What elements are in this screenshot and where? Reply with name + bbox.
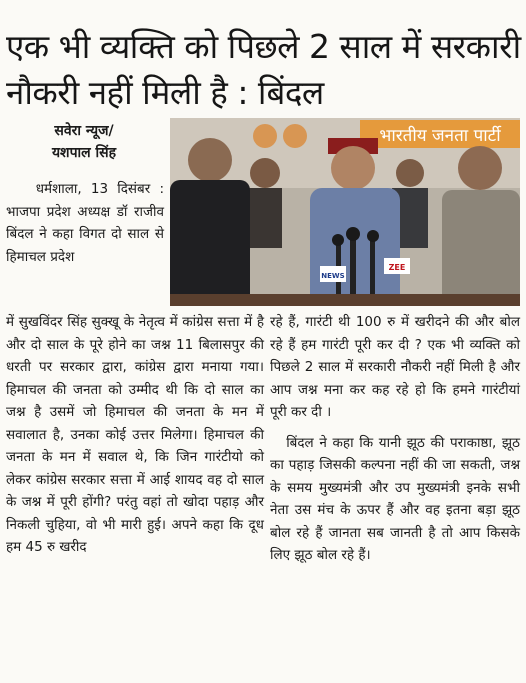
byline-author: यशपाल सिंह [51,145,117,161]
byline-agency: सवेरा न्यूज/ [54,123,114,139]
mic-flag-label-2: NEWS [321,272,345,280]
article-left-text: में सुखविंदर सिंह सुक्खू के नेतृत्व में कांग्रेस सत्ता में है और दो साल के पूरे होने का जश्न 11 बिलासपुर की धरती पर सरकार द्वारा, कांग्रेस द्वारा मनाया गया। हिमाचल की जनता को उम्मीद थी कि दो साल का जश्न है उसमें जो हिमाचल की जनता के मन में सवालात है, उनका कोई उत्तर मिलेगा। हिमाचल की जनता के मन में सवाल थे, कि जिन गारंटीयो को लेकर कांग्रेस सरकार सत्ता में आई शायद वह दो साल के जश्न में पूरी होंगी? परंतु वहां तो खोदा पहाड़ और निकली चुहिया, वो भी मारी हुई। अपने कहा कि दूध हम 45 रु खरीद [6,314,264,555]
article-right-column [270,311,520,567]
article-right-paragraph-2: बिंदल ने कहा कि यानी झूठ की पराकाष्ठा, झूठ का पहाड़ जिसकी कल्पना नहीं की जा सकती, जश्न के समय मुख्यमंत्री और उप मुख्यमंत्री इनके सभी नेता उस मंच के ऊपर हैं और वह इतना बड़ा झूठ बोल रहे हैं जानता सब जानती है तो आप किसके लिए झूठ बोल रहे हैं। [270,434,520,563]
press-conference-photo [170,118,520,306]
article-intro-column [6,178,164,268]
article-intro: धर्मशाला, 13 दिसंबर : भाजपा प्रदेश अध्यक्ष डॉ राजीव बिंदल ने कहा विगत दो साल से हिमाचल प्रदेश [6,181,164,265]
mic-flag-label-1: ZEE [388,263,406,272]
banner-text: भारतीय जनता पार्टी [379,126,501,146]
byline [6,120,162,164]
article-left-column [6,311,264,559]
article-right-paragraph-1: रहे हैं, गारंटी थी 100 रु में खरीदने की और बोल रहे हैं हम गारंटी पूरी कर दी ? एक भी व्यक्ति को पिछले 2 साल में सरकारी नौकरी नहीं मिली है और आप जश्न मना कर कह रहे हो कि हमने गारंटीयां पूरी कर दी । [270,314,520,420]
photo-illustration [170,118,520,306]
headline: एक भी व्यक्ति को पिछले 2 साल में सरकारी नौकरी नहीं मिली है : बिंदल [6,27,521,113]
